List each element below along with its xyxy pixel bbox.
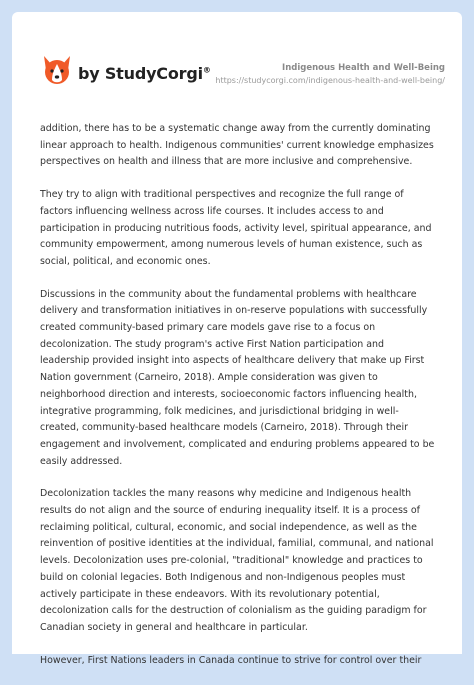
corgi-logo-icon[interactable] [40, 54, 74, 86]
paragraph: They try to align with traditional perspectives and recognize the full range of factors influencing wellness across life courses. It includes access to and participation in producing nutritious foods, activity level, spiritual appearance, and community empowerment, among numerous levels of human existence, such as social, political, and economic ones. [40, 189, 432, 267]
paragraph: Decolonization tackles the many reasons why medicine and Indigenous health results do not align and the source of enduring inequality itself. It is a process of reclaiming political, cultural, economic, and social independence, as well as the reinvention of positive identities at the individual, familial, communal, and national levels. Decolonization uses pre-colonial, "traditional" knowledge and practices to build on colonial legacies. Both Indigenous and non-Indigenous peoples must actively participate in these endeavors. With its revolutionary potential, decolonization calls for the destruction of colonialism as the guiding paradigm for Canadian society in general and healthcare in particular. [40, 488, 434, 633]
page-header [12, 12, 462, 112]
document-url[interactable]: https://studycorgi.com/indigenous-health-and-well-being/ [215, 76, 445, 85]
registered-mark: ® [202, 65, 211, 75]
brand-name[interactable]: by StudyCorgi® [78, 64, 211, 83]
paragraph: Discussions in the community about the fundamental problems with healthcare delivery and transformation initiatives in on-reserve populations with successfully created community-based primary care models gave rise to a focus on decolonization. The study program's active First Nation participation and leadership provided insight into aspects of healthcare delivery that make up First Nation government (Carneiro, 2018). Ample consideration was given to neighborhood direction and interests, socioeconomic factors influencing health, integrative programming, folk medicines, and jurisdictional bridging in well-created, community-based healthcare models (Carneiro, 2018). Through their engagement and involvement, complicated and enduring problems appeared to be easily addressed. [40, 288, 435, 467]
document-title: Indigenous Health and Well-Being [282, 63, 445, 73]
paragraph: However, First Nations leaders in Canada continue to strive for control over their [40, 654, 422, 666]
paragraph: addition, there has to be a systematic change away from the currently dominating linear approach to health. Indigenous communities' current knowledge emphasizes perspectives on health and illness that are more inclusive and comprehensive. [40, 123, 434, 168]
article-body [40, 121, 435, 685]
document-page [12, 12, 462, 666]
